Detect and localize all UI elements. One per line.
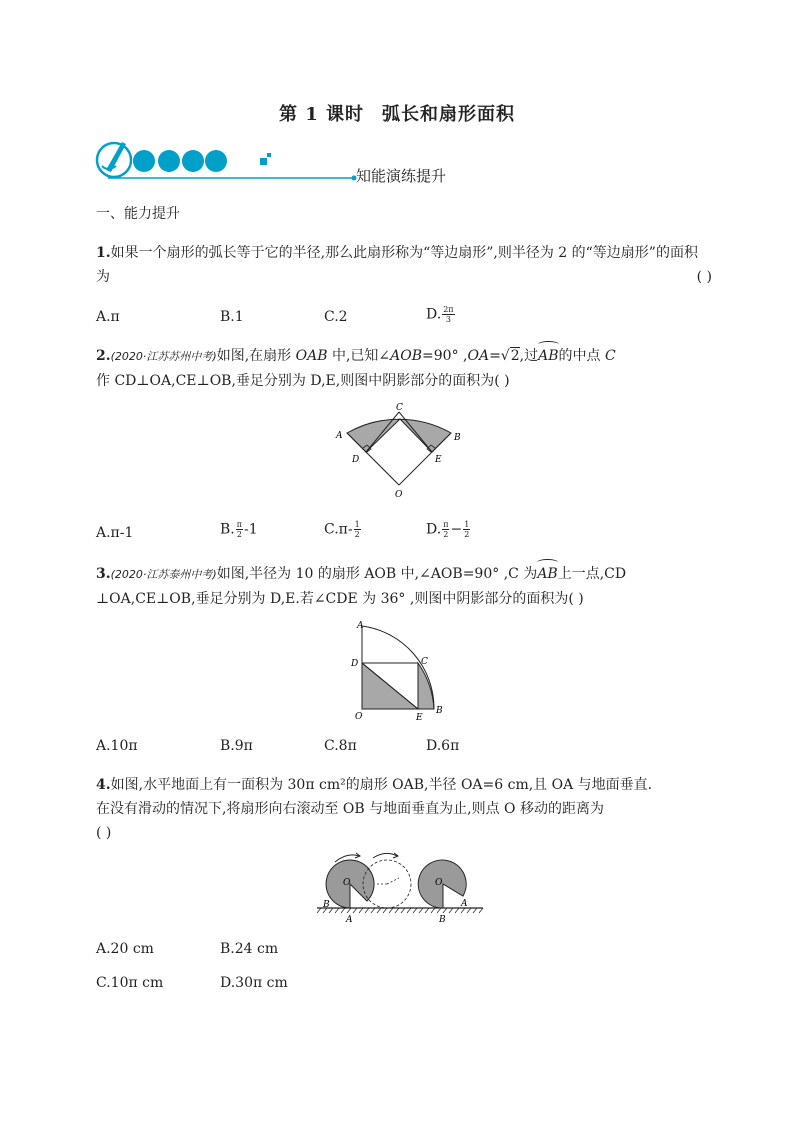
label-e: E	[416, 713, 423, 723]
question-source: (2020·江苏泰州中考)	[110, 568, 217, 581]
question-number: 1.	[96, 245, 111, 261]
option-c: C.2	[324, 309, 348, 325]
label-b: B	[439, 915, 446, 925]
option-c: C.8π	[324, 738, 357, 754]
label-a: A	[357, 621, 364, 631]
figure-q4	[315, 848, 485, 928]
label-d: D	[351, 659, 359, 669]
fraction: $\frac{2\pi}{3}$	[443, 305, 454, 324]
label-d: D	[352, 455, 360, 465]
question-source: (2020·江苏苏州中考)	[110, 350, 217, 363]
label-b: B	[323, 900, 330, 910]
question-3: 3.(2020·江苏泰州中考)如图,半径为 10 的扇形 AOB 中,∠AOB=90° ,C 为AB上一点,CD ⊥OA,CE⊥OB,垂足分别为 D,E.若∠CDE 为 36° ,则图中阴影部分的面积为( )	[96, 562, 706, 611]
label-c: C	[421, 657, 428, 667]
option-b: B. $\frac{\pi}{2}$ -1	[220, 520, 258, 539]
option-d: D.6π	[426, 738, 460, 754]
banner-label: 知能演练提升	[356, 167, 447, 185]
page-title	[0, 100, 794, 126]
label-c: C	[396, 403, 403, 413]
arc-label: AB	[538, 344, 558, 368]
label-a: A	[461, 899, 468, 909]
option-d: D.30π cm	[220, 975, 288, 991]
label-e: E	[435, 455, 442, 465]
question-number: 4.	[96, 777, 111, 793]
option-d: D. $\frac{\pi}{2}$ − $\frac{1}{2}$	[426, 520, 470, 539]
question-text: 如果一个扇形的弧长等于它的半径,那么此扇形称为“等边扇形”,则半径为 2 的“等边扇形”的面积为	[96, 245, 698, 285]
section-banner	[92, 136, 372, 186]
answer-blank: ( )	[696, 269, 712, 285]
option-c: C.π- $\frac{1}{2}$	[324, 520, 360, 539]
label-o: O	[435, 878, 443, 888]
lesson-topic: 弧长和扇形面积	[382, 104, 516, 125]
label-a: A	[346, 915, 353, 925]
option-a: A.π	[96, 309, 120, 325]
option-a: A.10π	[96, 738, 138, 754]
question-number: 2.	[96, 348, 111, 364]
figure-q2	[330, 400, 470, 505]
option-b: B.24 cm	[220, 941, 279, 957]
question-number: 3.	[96, 566, 111, 582]
section-heading: 一、能力提升	[96, 206, 180, 222]
option-c: C.10π cm	[96, 975, 164, 991]
question-4: 4.如图,水平地面上有一面积为 30π cm²的扇形 OAB,半径 OA=6 cm,且 OA 与地面垂直. 在没有滑动的情况下,将扇形向右滚动至 OB 与地面垂直为止,则点 O 移动的距离为 ( )	[96, 777, 653, 841]
lesson-number: 第 1 课时	[278, 104, 365, 125]
label-a: A	[336, 431, 343, 441]
option-b: B.9π	[220, 738, 253, 754]
arc-label: AB	[537, 562, 557, 586]
label-o: O	[343, 878, 351, 888]
question-1	[96, 241, 712, 289]
label-b: B	[436, 706, 443, 716]
option-a: A.π-1	[96, 525, 134, 541]
figure-q3	[345, 618, 450, 723]
option-a: A.20 cm	[96, 941, 154, 957]
label-b: B	[454, 433, 461, 443]
option-d: D. $\frac{2\pi}{3}$	[426, 305, 454, 324]
option-b: B.1	[220, 309, 244, 325]
label-o: O	[395, 490, 403, 500]
label-o: O	[355, 712, 363, 722]
question-2: 2.(2020·江苏苏州中考)如图,在扇形 OAB 中,已知∠AOB=90° ,OA=√2,过AB的中点 C 作 CD⊥OA,CE⊥OB,垂足分别为 D,E,则图中阴影部分的面积为( )	[96, 344, 706, 393]
